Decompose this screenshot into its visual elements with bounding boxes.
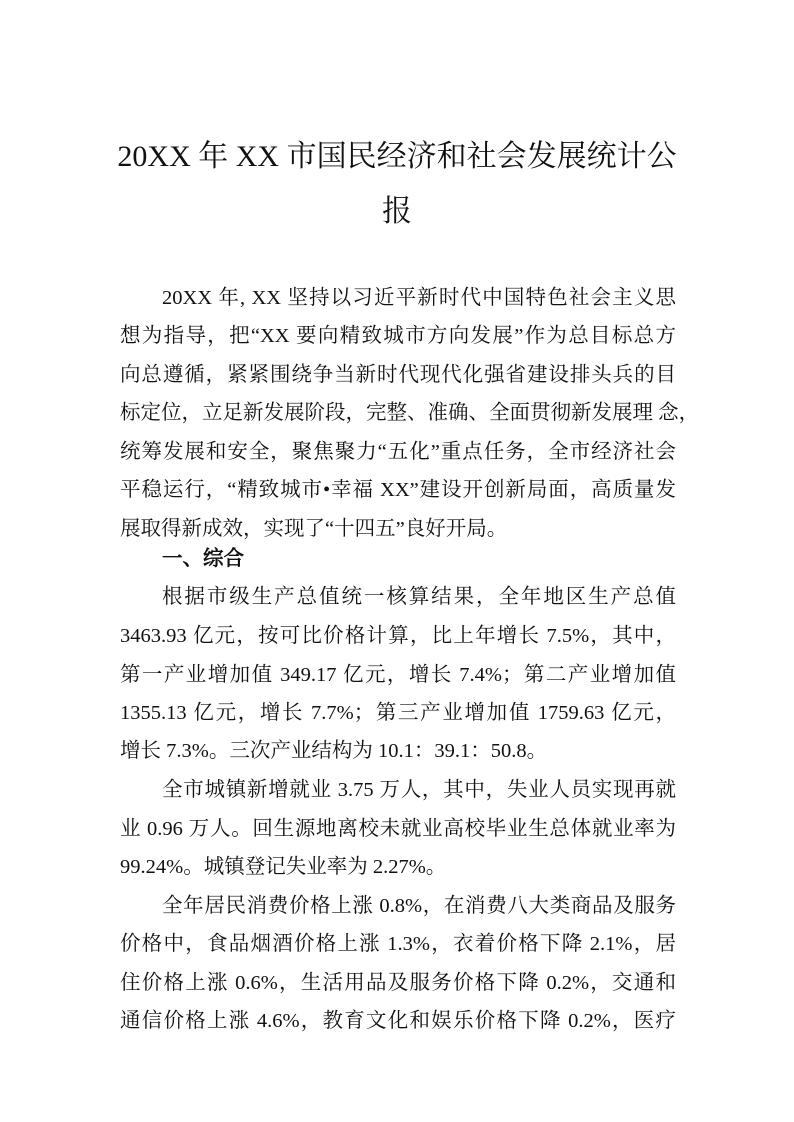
- document-title-line-2: 报: [382, 195, 412, 228]
- section-heading: 一、综合: [162, 546, 244, 570]
- text-line: 价格中，食品烟酒价格上涨 1.3%，衣着价格下降 2.1%，居: [120, 933, 676, 955]
- text-line: 住价格上涨 0.6%，生活用品及服务价格下降 0.2%，交通和: [120, 972, 676, 994]
- text-line: 99.24%。城镇登记失业率为 2.27%。: [120, 856, 447, 878]
- text-line: 标定位，立足新发展阶段，完整、准确、全面贯彻新发展理 念，: [120, 402, 700, 424]
- text-line: 1355.13 亿元，增长 7.7%；第三产业增加值 1759.63 亿元，: [120, 702, 676, 724]
- text-line: 展取得新成效，实现了“十四五”良好开局。: [120, 518, 508, 540]
- text-line: 全年居民消费价格上涨 0.8%，在消费八大类商品及服务: [162, 895, 676, 917]
- text-line: 20XX 年, XX 坚持以习近平新时代中国特色社会主义思: [162, 287, 676, 309]
- text-line: 平稳运行，“精致城市•幸福 XX”建设开创新局面，高质量发: [120, 479, 676, 501]
- text-line: 根据市级生产总值统一核算结果，全年地区生产总值: [162, 586, 676, 608]
- text-line: 向总遵循，紧紧围绕争当新时代现代化强省建设排头兵的目: [120, 364, 676, 386]
- text-line: 增长 7.3%。三次产业结构为 10.1：39.1：50.8。: [120, 740, 548, 762]
- document-title-line-1: 20XX 年 XX 市国民经济和社会发展统计公: [117, 140, 677, 173]
- text-line: 3463.93 亿元，按可比价格计算，比上年增长 7.5%，其中，: [120, 625, 676, 647]
- text-line: 统筹发展和安全，聚焦聚力“五化”重点任务，全市经济社会: [120, 441, 676, 463]
- text-line: 第一产业增加值 349.17 亿元，增长 7.4%；第二产业增加值: [120, 664, 676, 686]
- text-line: 想为指导，把“XX 要向精致城市方向发展”作为总目标总方: [120, 325, 676, 347]
- text-line: 通信价格上涨 4.6%，教育文化和娱乐价格下降 0.2%，医疗: [120, 1010, 676, 1032]
- text-line: 业 0.96 万人。回生源地离校未就业高校毕业生总体就业率为: [120, 818, 676, 840]
- text-line: 全市城镇新增就业 3.75 万人，其中，失业人员实现再就: [162, 779, 676, 801]
